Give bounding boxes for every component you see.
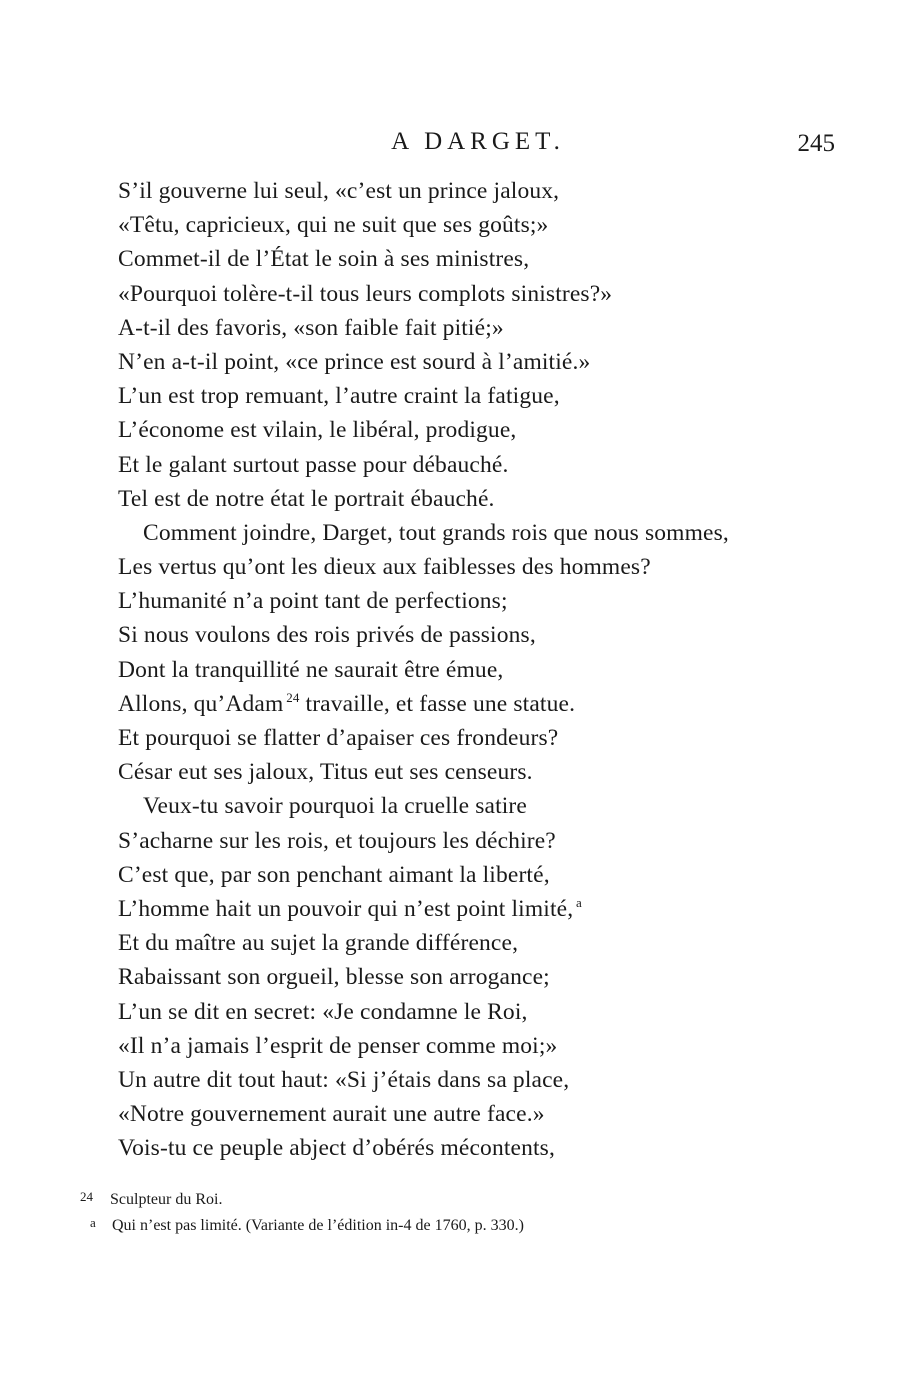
verse-text: Un autre dit tout haut: «Si j’étais dans sa place, bbox=[118, 1066, 570, 1093]
verse-text: C’est que, par son penchant aimant la liberté, bbox=[118, 861, 550, 888]
verse-line bbox=[118, 311, 838, 345]
verse-line bbox=[118, 653, 838, 687]
footnote-marker: a bbox=[90, 1215, 96, 1230]
verse-line bbox=[118, 174, 838, 208]
verse-line bbox=[118, 755, 838, 789]
verse-line bbox=[118, 1097, 838, 1131]
verse-text: César eut ses jaloux, Titus eut ses censeurs. bbox=[118, 759, 533, 786]
running-title: A DARGET. bbox=[391, 128, 565, 155]
verse-line bbox=[118, 379, 838, 413]
verse-line bbox=[118, 789, 838, 823]
verse-line bbox=[118, 960, 838, 994]
verse-text: S’acharne sur les rois, et toujours les déchire? bbox=[118, 827, 556, 854]
verse-line bbox=[118, 550, 838, 584]
verse-text: Rabaissant son orgueil, blesse son arrogance; bbox=[118, 964, 550, 991]
verse-line bbox=[118, 584, 838, 618]
verse-text: L’homme hait un pouvoir qui n’est point limité, bbox=[118, 895, 574, 922]
footnote bbox=[80, 1210, 820, 1236]
page-number: 245 bbox=[797, 130, 835, 157]
verse-line bbox=[118, 824, 838, 858]
verse-text: «Têtu, capricieux, qui ne suit que ses goûts;» bbox=[118, 212, 549, 239]
verse-line bbox=[118, 413, 838, 447]
poem-text bbox=[118, 174, 838, 1165]
verse-text: A-t-il des favoris, «son faible fait pitié;» bbox=[118, 314, 504, 341]
verse-text: Si nous voulons des rois privés de passions, bbox=[118, 622, 536, 649]
verse-line bbox=[118, 721, 838, 755]
verse-text: N’en a-t-il point, «ce prince est sourd à l’amitié.» bbox=[118, 348, 591, 375]
verse-line bbox=[118, 242, 838, 276]
running-head bbox=[118, 128, 838, 162]
verse-text: «Pourquoi tolère-t-il tous leurs complots sinistres?» bbox=[118, 280, 613, 307]
verse-line bbox=[118, 448, 838, 482]
verse-text: Et le galant surtout passe pour débauché. bbox=[118, 451, 509, 478]
verse-text: S’il gouverne lui seul, «c’est un prince jaloux, bbox=[118, 178, 560, 204]
verse-text: Et pourquoi se flatter d’apaiser ces frondeurs? bbox=[118, 725, 559, 751]
verse-text: Vois-tu ce peuple abject d’obérés mécontents, bbox=[118, 1135, 556, 1162]
verse-line bbox=[118, 208, 838, 242]
verse-text: Les vertus qu’ont les dieux aux faiblesses des hommes? bbox=[118, 554, 651, 581]
verse-line bbox=[118, 1029, 838, 1063]
verse-text: «Il n’a jamais l’esprit de penser comme moi;» bbox=[118, 1032, 558, 1059]
verse-line bbox=[118, 995, 838, 1029]
footnote-text: Sculpteur du Roi. bbox=[110, 1191, 223, 1208]
verse-line bbox=[118, 277, 838, 311]
verse-text: Et du maître au sujet la grande différence, bbox=[118, 930, 519, 957]
verse-line bbox=[118, 892, 838, 926]
verse-text: L’économe est vilain, le libéral, prodigue, bbox=[118, 417, 517, 444]
verse-line bbox=[118, 1063, 838, 1097]
verse-line bbox=[118, 1131, 838, 1165]
verse-line bbox=[118, 345, 838, 379]
footnotes bbox=[80, 1184, 820, 1236]
verse-line bbox=[118, 926, 838, 960]
verse-text: L’un se dit en secret: «Je condamne le Roi, bbox=[118, 998, 528, 1025]
verse-text-continued: travaille, et fasse une statue. bbox=[299, 690, 576, 717]
verse-line bbox=[118, 516, 838, 550]
footnote-reference: a bbox=[573, 894, 582, 910]
verse-line bbox=[118, 482, 838, 516]
footnote-reference: 24 bbox=[283, 689, 300, 705]
verse-text: L’un est trop remuant, l’autre craint la fatigue, bbox=[118, 383, 560, 410]
verse-line bbox=[118, 858, 838, 892]
verse-line bbox=[118, 687, 838, 721]
footnote bbox=[80, 1184, 820, 1210]
verse-text: Tel est de notre état le portrait ébauché. bbox=[118, 485, 495, 512]
verse-line bbox=[118, 618, 838, 652]
verse-text: Dont la tranquillité ne saurait être émue, bbox=[118, 656, 504, 683]
verse-text: Comment joindre, Darget, tout grands rois que nous sommes, bbox=[143, 519, 729, 546]
verse-text: Allons, qu’Adam bbox=[118, 690, 284, 717]
verse-text: Veux-tu savoir pourquoi la cruelle satire bbox=[143, 793, 527, 820]
verse-text: Commet-il de l’État le soin à ses ministres, bbox=[118, 246, 530, 273]
footnote-marker: 24 bbox=[80, 1189, 93, 1204]
verse-text: L’humanité n’a point tant de perfections; bbox=[118, 588, 508, 615]
verse-text: «Notre gouvernement aurait une autre face.» bbox=[118, 1101, 545, 1128]
footnote-text: Qui n’est pas limité. (Variante de l’édition in-4 de 1760, p. 330.) bbox=[112, 1217, 524, 1234]
